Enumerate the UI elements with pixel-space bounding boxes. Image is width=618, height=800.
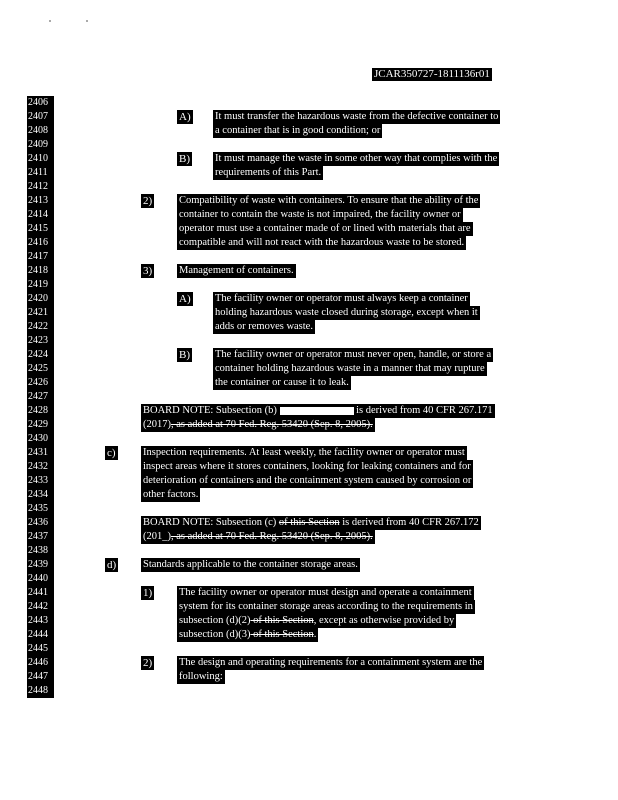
board-note-b	[141, 404, 495, 432]
text-line: Compatibility of waste with containers. To ensure that the ability of the	[179, 195, 479, 206]
text-line: Management of containers.	[179, 265, 294, 276]
paragraph-management	[177, 264, 296, 278]
marker-2: 2)	[143, 657, 153, 669]
struck-text: of this Section	[250, 615, 314, 626]
marker-B: B)	[179, 349, 190, 361]
paragraph-requirements	[177, 656, 484, 684]
text-line: The facility owner or operator must always keep a container	[215, 293, 468, 304]
text-line: adds or removes waste.	[215, 321, 313, 332]
paragraph-compatibility	[177, 194, 480, 250]
line-number: 2427	[28, 391, 48, 402]
text-line: It must transfer the hazardous waste from the defective container to	[215, 111, 499, 122]
struck-text: , as added at 70 Fed. Reg. 53420 (Sep. 8, 2005).	[171, 419, 373, 430]
line-number: 2444	[28, 629, 48, 640]
line-number: 2412	[28, 181, 48, 192]
scan-speck	[86, 20, 88, 22]
line-number: 2414	[28, 209, 48, 220]
line-number: 2433	[28, 475, 48, 486]
line-number: 2439	[28, 559, 48, 570]
text-line: requirements of this Part.	[215, 167, 322, 178]
line-number: 2410	[28, 153, 48, 164]
marker-3: 3)	[143, 265, 153, 277]
line-number: 2411	[28, 167, 48, 178]
line-number: 2407	[28, 111, 48, 122]
text-line: (2017), as added at 70 Fed. Reg. 53420 (Sep. 8, 2005).	[143, 419, 373, 430]
text-line: subsection (d)(2) of this Section, except as otherwise provided by	[179, 615, 455, 626]
text-line: Inspection requirements. At least weekly, the facility owner or operator must	[143, 447, 465, 458]
line-number: 2426	[28, 377, 48, 388]
marker-c: c)	[107, 447, 116, 459]
marker-2: 2)	[143, 195, 153, 207]
text-line: The design and operating requirements for a containment system are the	[179, 657, 483, 668]
text-line: BOARD NOTE: Subsection (b) is derived from 40 CFR 267.171	[143, 405, 493, 416]
line-number: 2421	[28, 307, 48, 318]
text-line: operator must use a container made of or lined with materials that are	[179, 223, 471, 234]
paragraph-b-rupture	[213, 348, 493, 390]
line-number: 2441	[28, 587, 48, 598]
line-number: 2438	[28, 545, 48, 556]
text-line: container holding hazardous waste in a manner that may rupture	[215, 363, 485, 374]
paragraph-standards	[141, 558, 360, 572]
text-line: the container or cause it to leak.	[215, 377, 349, 388]
line-number: 2417	[28, 251, 48, 262]
line-number: 2435	[28, 503, 48, 514]
text-line: deterioration of containers and the containment system caused by corrosion or	[143, 475, 472, 486]
line-number: 2431	[28, 447, 48, 458]
line-number: 2432	[28, 461, 48, 472]
scan-speck	[49, 20, 51, 22]
paragraph-b-manage	[213, 152, 499, 180]
line-number: 2409	[28, 139, 48, 150]
line-number: 2408	[28, 125, 48, 136]
text-line: inspect areas where it stores containers, looking for leaking containers and for	[143, 461, 471, 472]
marker-A: A)	[179, 293, 191, 305]
line-number: 2428	[28, 405, 48, 416]
line-number: 2443	[28, 615, 48, 626]
line-number: 2415	[28, 223, 48, 234]
line-number: 2446	[28, 657, 48, 668]
text-line: compatible and will not react with the hazardous waste to be stored.	[179, 237, 465, 248]
struck-text: , as added at 70 Fed. Reg. 53420 (Sep. 8, 2005).	[171, 531, 373, 542]
line-number: 2434	[28, 489, 48, 500]
line-number: 2413	[28, 195, 48, 206]
paragraph-a-transfer	[213, 110, 500, 138]
text-line: subsection (d)(3) of this Section.	[179, 629, 317, 640]
board-note-c	[141, 516, 481, 544]
text-line: other factors.	[143, 489, 199, 500]
marker-A: A)	[179, 111, 191, 123]
text-line: BOARD NOTE: Subsection (c) of this Section is derived from 40 CFR 267.172	[143, 517, 479, 528]
text-line: a container that is in good condition; or	[215, 125, 381, 136]
text-line: following:	[179, 671, 223, 682]
marker-1: 1)	[143, 587, 153, 599]
line-number: 2447	[28, 671, 48, 682]
line-number: 2445	[28, 643, 48, 654]
line-number: 2422	[28, 321, 48, 332]
line-number: 2442	[28, 601, 48, 612]
line-number: 2406	[28, 97, 48, 108]
line-number: 2416	[28, 237, 48, 248]
line-number: 2418	[28, 265, 48, 276]
marker-B: B)	[179, 153, 190, 165]
paragraph-inspection	[141, 446, 473, 502]
line-number: 2419	[28, 279, 48, 290]
line-number: 2440	[28, 573, 48, 584]
struck-text: of this Section	[250, 629, 314, 640]
line-number: 2429	[28, 419, 48, 430]
text-line: holding hazardous waste closed during storage, except when it	[215, 307, 478, 318]
document-code: JCAR350727-1811136r01	[374, 68, 490, 80]
redaction-mark	[280, 407, 354, 415]
line-number: 2436	[28, 517, 48, 528]
text-line: system for its container storage areas according to the requirements in	[179, 601, 473, 612]
text-line: The facility owner or operator must never open, handle, or store a	[215, 349, 492, 360]
marker-d: d)	[107, 559, 117, 571]
text-line: Standards applicable to the container storage areas.	[143, 559, 358, 570]
text-line: (201_), as added at 70 Fed. Reg. 53420 (Sep. 8, 2005).	[143, 531, 373, 542]
paragraph-a-closed	[213, 292, 480, 334]
line-number-gutter	[27, 96, 54, 698]
struck-text: of this Section	[278, 517, 340, 528]
line-number: 2424	[28, 349, 48, 360]
line-number: 2423	[28, 335, 48, 346]
text-line: It must manage the waste in some other way that complies with the	[215, 153, 498, 164]
line-number: 2448	[28, 685, 48, 696]
text-line: The facility owner or operator must design and operate a containment	[179, 587, 472, 598]
line-number: 2430	[28, 433, 48, 444]
line-number: 2420	[28, 293, 48, 304]
line-number: 2425	[28, 363, 48, 374]
paragraph-design-operate	[177, 586, 475, 642]
line-number: 2437	[28, 531, 48, 542]
text-line: container to contain the waste is not impaired, the facility owner or	[179, 209, 461, 220]
